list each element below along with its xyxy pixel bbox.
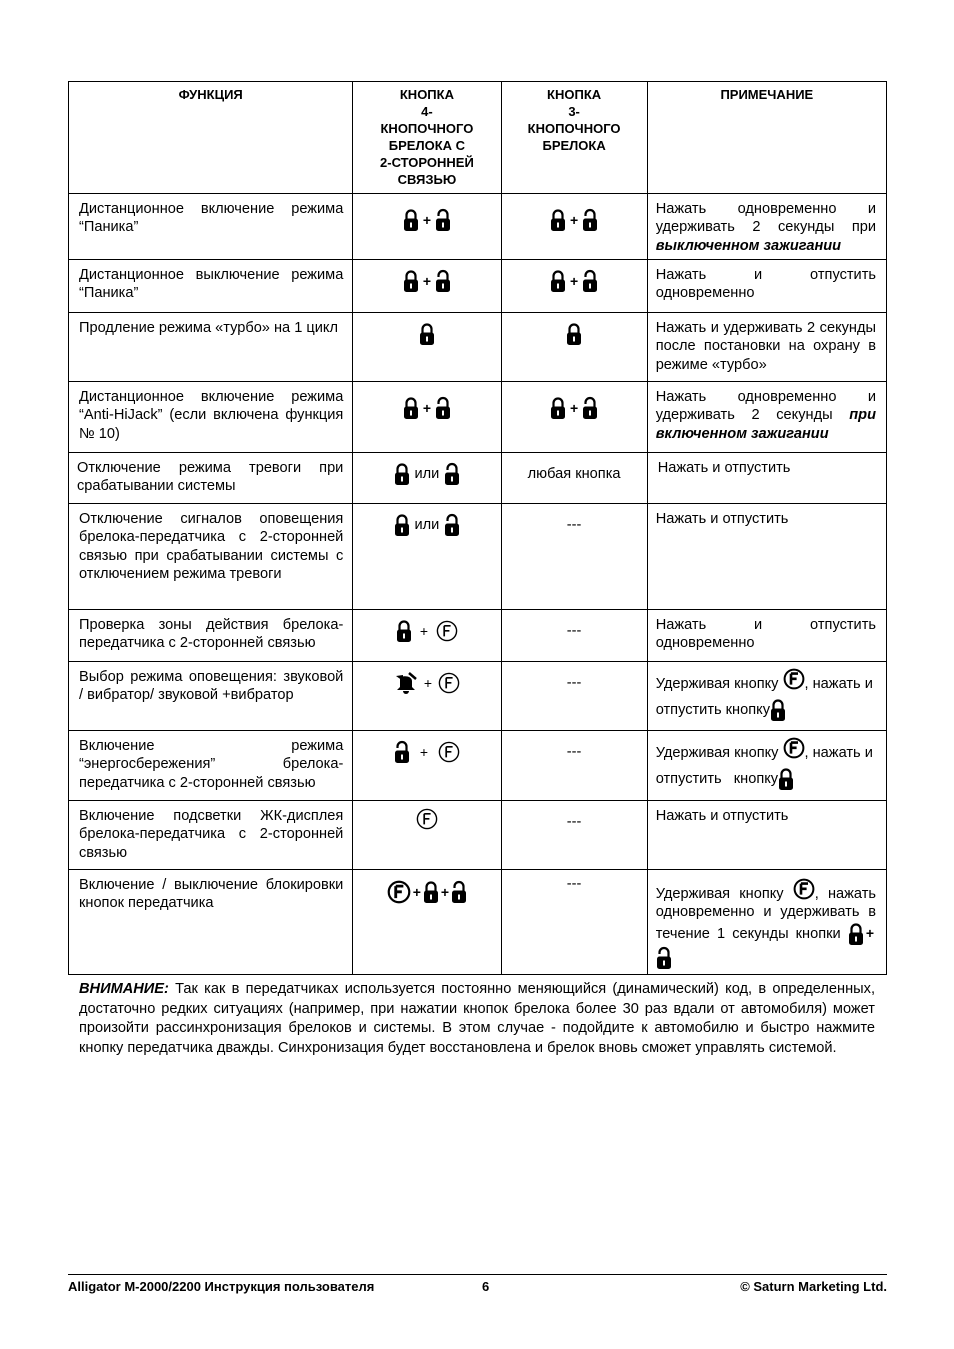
warning-paragraph xyxy=(79,980,875,1058)
footer-title: Alligator M-2000/2200 Инструкция пользователя xyxy=(68,1279,375,1294)
lock-open-icon xyxy=(435,208,451,232)
f-button-icon xyxy=(438,741,460,763)
row-button-4: + xyxy=(353,194,501,260)
lock-open-icon xyxy=(435,269,451,293)
row-button-4 xyxy=(353,801,501,870)
table-row xyxy=(69,870,887,975)
table-row xyxy=(69,504,887,610)
lock-closed-icon xyxy=(566,322,582,346)
table-row xyxy=(69,453,887,504)
row-note: Удерживая кнопку , нажать и отпустить кнопку xyxy=(647,662,886,731)
table-row xyxy=(69,382,887,453)
warning-text: Так как в передатчиках используется постоянно меняющийся (динамический) код, в определенных, достаточно редких ситуациях (например, при нажатии кнопок брелока более 30 раз вдали от автомобиля) может произойти рассинхронизация брелоков и системы. В этом случае - подойдите к автомобилю и быстро нажмите кнопку передатчика дважды. Синхронизация будет восстановлена и брелок вновь сможет управлять системой. xyxy=(79,981,875,1056)
warning-label: ВНИМАНИЕ: xyxy=(79,981,169,997)
row-function: Продление режима «турбо» на 1 цикл xyxy=(69,313,353,382)
footer-divider xyxy=(68,1274,887,1275)
row-note: Нажать и отпустить одновременно xyxy=(647,260,886,313)
table-row xyxy=(69,801,887,870)
function-table xyxy=(68,81,887,975)
f-button-icon xyxy=(387,880,411,904)
row-button-3: + xyxy=(501,382,647,453)
table-row xyxy=(69,731,887,801)
table-row xyxy=(69,662,887,731)
row-note: Нажать и отпустить одновременно xyxy=(647,610,886,662)
lock-open-icon xyxy=(451,880,467,904)
row-function: Дистанционное включение режима “Anti-HiJack” (если включена функция № 10) xyxy=(69,382,353,453)
page-number: 6 xyxy=(482,1279,490,1294)
lock-closed-icon xyxy=(403,396,419,420)
row-function: Отключение сигналов оповещения брелока-передатчика с 2-сторонней связью при срабатывании системы с отключением режима тревоги xyxy=(69,504,353,610)
row-function: Дистанционное выключение режима “Паника” xyxy=(69,260,353,313)
lock-closed-icon xyxy=(770,698,786,722)
row-function: Отключение режима тревоги при срабатывании системы xyxy=(69,453,353,504)
row-button-3: --- xyxy=(501,731,647,801)
row-note: Нажать и отпустить xyxy=(647,453,886,504)
lock-closed-icon xyxy=(396,619,412,643)
row-button-4: или xyxy=(353,504,501,610)
row-button-3: --- xyxy=(501,662,647,731)
lock-closed-icon xyxy=(394,513,410,537)
row-note: Нажать и отпустить xyxy=(647,801,886,870)
f-button-icon xyxy=(436,620,458,642)
lock-closed-icon xyxy=(778,767,794,791)
table-row xyxy=(69,194,887,260)
row-button-4 xyxy=(353,313,501,382)
header-function: ФУНКЦИЯ xyxy=(69,82,353,194)
row-button-4: + xyxy=(353,731,501,801)
bell-off-icon xyxy=(394,671,418,695)
row-function: Проверка зоны действия брелока-передатчика с 2-сторонней связью xyxy=(69,610,353,662)
lock-closed-icon xyxy=(550,396,566,420)
row-button-3: + xyxy=(501,194,647,260)
lock-closed-icon xyxy=(403,269,419,293)
row-button-4: + + xyxy=(353,870,501,975)
row-button-4: или xyxy=(353,453,501,504)
lock-open-icon xyxy=(435,396,451,420)
row-function: Дистанционное включение режима “Паника” xyxy=(69,194,353,260)
lock-open-icon xyxy=(444,513,460,537)
row-function: Включение режима “энергосбережения” брелока-передатчика с 2-сторонней связью xyxy=(69,731,353,801)
table-row xyxy=(69,260,887,313)
header-button-4: КНОПКА 4- КНОПОЧНОГО БРЕЛОКА С 2-СТОРОННЕЙ СВЯЗЬЮ xyxy=(353,82,501,194)
row-note: Удерживая кнопку , нажать и отпустить кнопку xyxy=(647,731,886,801)
row-note: Нажать одновременно и удерживать 2 секунды при выключенном зажигании xyxy=(647,194,886,260)
row-button-3: --- xyxy=(501,801,647,870)
row-button-3: + xyxy=(501,260,647,313)
row-note: Удерживая кнопку , нажать одновременно и удерживать в течение 1 секунды кнопки + xyxy=(647,870,886,975)
row-button-3 xyxy=(501,313,647,382)
lock-closed-icon xyxy=(848,922,864,946)
row-function: Включение подсветки ЖК-дисплея брелока-передатчика с 2-сторонней связью xyxy=(69,801,353,870)
lock-open-icon xyxy=(656,946,672,970)
f-button-icon xyxy=(793,878,815,900)
lock-closed-icon xyxy=(394,462,410,486)
row-note: Нажать и удерживать 2 секунды после постановки на охрану в режиме «турбо» xyxy=(647,313,886,382)
row-button-3: --- xyxy=(501,870,647,975)
lock-closed-icon xyxy=(419,322,435,346)
f-button-icon xyxy=(416,808,438,830)
header-note: ПРИМЕЧАНИЕ xyxy=(647,82,886,194)
table-row xyxy=(69,313,887,382)
row-note: Нажать и отпустить xyxy=(647,504,886,610)
lock-open-icon xyxy=(582,396,598,420)
header-button-3: КНОПКА 3- КНОПОЧНОГО БРЕЛОКА xyxy=(501,82,647,194)
row-note: Нажать одновременно и удерживать 2 секунды при включенном зажигании xyxy=(647,382,886,453)
lock-open-icon xyxy=(394,740,410,764)
footer-copyright: © Saturn Marketing Ltd. xyxy=(740,1279,887,1294)
row-button-4: + xyxy=(353,260,501,313)
row-button-4: + xyxy=(353,610,501,662)
lock-closed-icon xyxy=(550,208,566,232)
row-button-4: + xyxy=(353,382,501,453)
row-button-3: --- xyxy=(501,610,647,662)
row-function: Выбор режима оповещения: звуковой / вибратор/ звуковой +вибратор xyxy=(69,662,353,731)
lock-open-icon xyxy=(582,208,598,232)
f-button-icon xyxy=(783,668,805,690)
lock-open-icon xyxy=(444,462,460,486)
lock-closed-icon xyxy=(403,208,419,232)
f-button-icon xyxy=(438,672,460,694)
row-button-3: --- xyxy=(501,504,647,610)
row-button-4: + xyxy=(353,662,501,731)
f-button-icon xyxy=(783,737,805,759)
lock-open-icon xyxy=(582,269,598,293)
table-header-row xyxy=(69,82,887,194)
lock-closed-icon xyxy=(550,269,566,293)
table-row xyxy=(69,610,887,662)
row-function: Включение / выключение блокировки кнопок передатчика xyxy=(69,870,353,975)
row-button-3: любая кнопка xyxy=(501,453,647,504)
lock-closed-icon xyxy=(423,880,439,904)
